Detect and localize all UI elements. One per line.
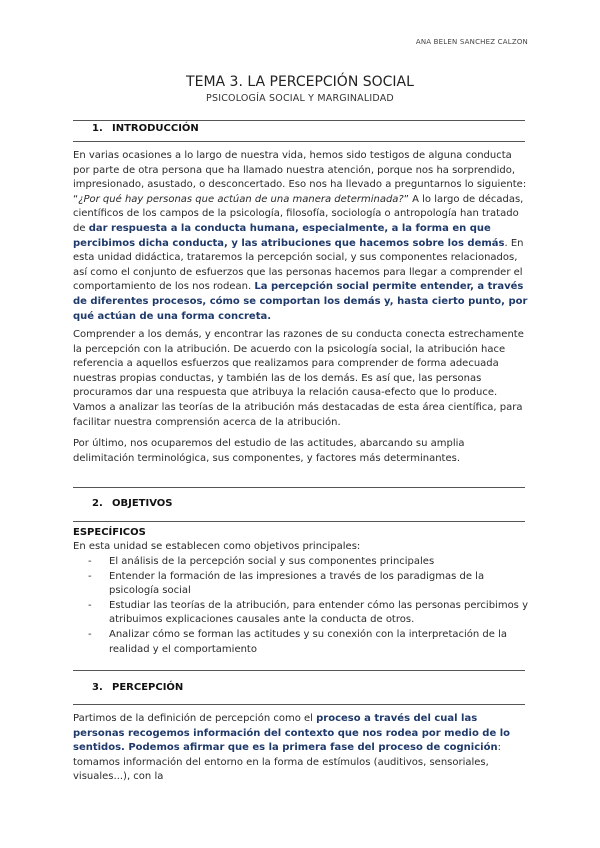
section-divider-top: [73, 120, 525, 121]
text-run: : tomamos información del entorno en la forma de estímulos (auditivos, sensoriales, visuales...), con la: [73, 742, 501, 783]
objetivos-intro: En esta unidad se establecen como objetivos principales:: [73, 541, 361, 552]
objetivos-subheading: ESPECÍFICOS: [73, 527, 146, 538]
list-bullet: -: [88, 570, 92, 582]
author-name: ANA BELEN SANCHEZ CALZON: [415, 38, 528, 46]
list-bullet: -: [88, 556, 92, 567]
section-heading-objetivos: [92, 498, 172, 509]
section-number: 1.: [92, 123, 103, 134]
intro-paragraph-3: Por último, nos ocuparemos del estudio de las actitudes, abarcando su amplia delimitación terminológica, sus componentes, y factores más determinantes.: [73, 438, 465, 464]
section-divider-top: [73, 487, 525, 488]
section-title: INTRODUCCIÓN: [112, 123, 199, 134]
list-bullet: -: [88, 628, 92, 640]
text-run: En varias ocasiones a lo largo de nuestra vida, hemos sido testigos de alguna conducta por parte de otra persona que ha llamado nuestra atención, porque nos ha sorprendido, impresionado, asustado, o desconcertado. Eso nos ha llevado a preguntarnos lo siguiente: “: [73, 150, 527, 205]
document-title: TEMA 3. LA PERCEPCIÓN SOCIAL: [186, 74, 414, 90]
list-item-text: Analizar cómo se forman las actitudes y su conexión con la interpretación de la realidad y el comportamiento: [109, 628, 507, 655]
highlighted-text: dar respuesta a la conducta humana, especialmente, a la forma en que percibimos dicha conducta, y las atribuciones que hacemos sobre los demás: [73, 222, 505, 249]
intro-paragraph-2: Comprender a los demás, y encontrar las razones de su conducta conecta estrechamente la percepción con la atribución. De acuerdo con la psicología social, la atribución hace referencia a aquellos esfuerzos que realizamos para comprender de forma adecuada nuestras propias conductas, y también las de los demás. Es así que, las personas procuramos dar una respuesta que atribuya la relación causa-efecto que lo produce. Vamos a analizar las teorías de la atribución más destacadas de esta área científica, para facilitar nuestra comprensión acerca de la atribución.: [73, 329, 524, 428]
section-number: 2.: [92, 498, 103, 509]
intro-paragraph-1: [73, 149, 529, 324]
list-bullet: -: [88, 599, 92, 611]
italic-text: ¿Por qué hay personas que actúan de una manera determinada?: [78, 193, 404, 205]
list-item-text: Entender la formación de las impresiones a través de los paradigmas de la psicología social: [109, 570, 485, 597]
percepcion-paragraph-1: [73, 712, 529, 785]
text-run: Partimos de la definición de percepción como el: [73, 713, 317, 724]
document-subtitle: PSICOLOGÍA SOCIAL Y MARGINALIDAD: [206, 93, 394, 104]
text-run: ” A lo largo de décadas, científicos de los campos de la psicología, filosofía, sociología o antropología han tratado de: [73, 193, 524, 234]
section-divider-bottom: [73, 521, 525, 522]
list-item-text: El análisis de la percepción social y sus componentes principales: [109, 556, 435, 567]
section-divider-bottom: [73, 141, 525, 142]
section-number: 3.: [92, 682, 103, 693]
highlighted-text: proceso a través del cual las personas recogemos información del contexto que nos rodea por medio de lo sentidos. Podemos afirmar que es la primera fase del proceso de cognición: [73, 713, 511, 754]
section-heading-introduccion: [92, 123, 199, 134]
section-divider-top: [73, 670, 525, 671]
section-title: OBJETIVOS: [112, 498, 173, 509]
highlighted-text: La percepción social permite entender, a través de diferentes procesos, cómo se comportan los demás y, hasta cierto punto, por qué actúan de una forma concreta.: [73, 281, 528, 322]
text-run: . En esta unidad didáctica, trataremos la percepción social, y sus componentes relacionados, así como el conjunto de esfuerzos que las personas hacemos para llegar a comprender el comportamiento de los nos rodean.: [73, 237, 524, 293]
objetivos-list: [73, 555, 529, 657]
list-item: [73, 555, 529, 570]
section-heading-percepcion: [92, 682, 183, 693]
list-item: [73, 599, 529, 628]
list-item: [73, 570, 529, 599]
section-title: PERCEPCIÓN: [112, 682, 184, 693]
section-divider-bottom: [73, 704, 525, 705]
list-item-text: Estudiar las teorías de la atribución, para entender cómo las personas percibimos y atribuimos explicaciones causales ante la conducta de otros.: [109, 599, 528, 626]
list-item: [73, 628, 529, 657]
